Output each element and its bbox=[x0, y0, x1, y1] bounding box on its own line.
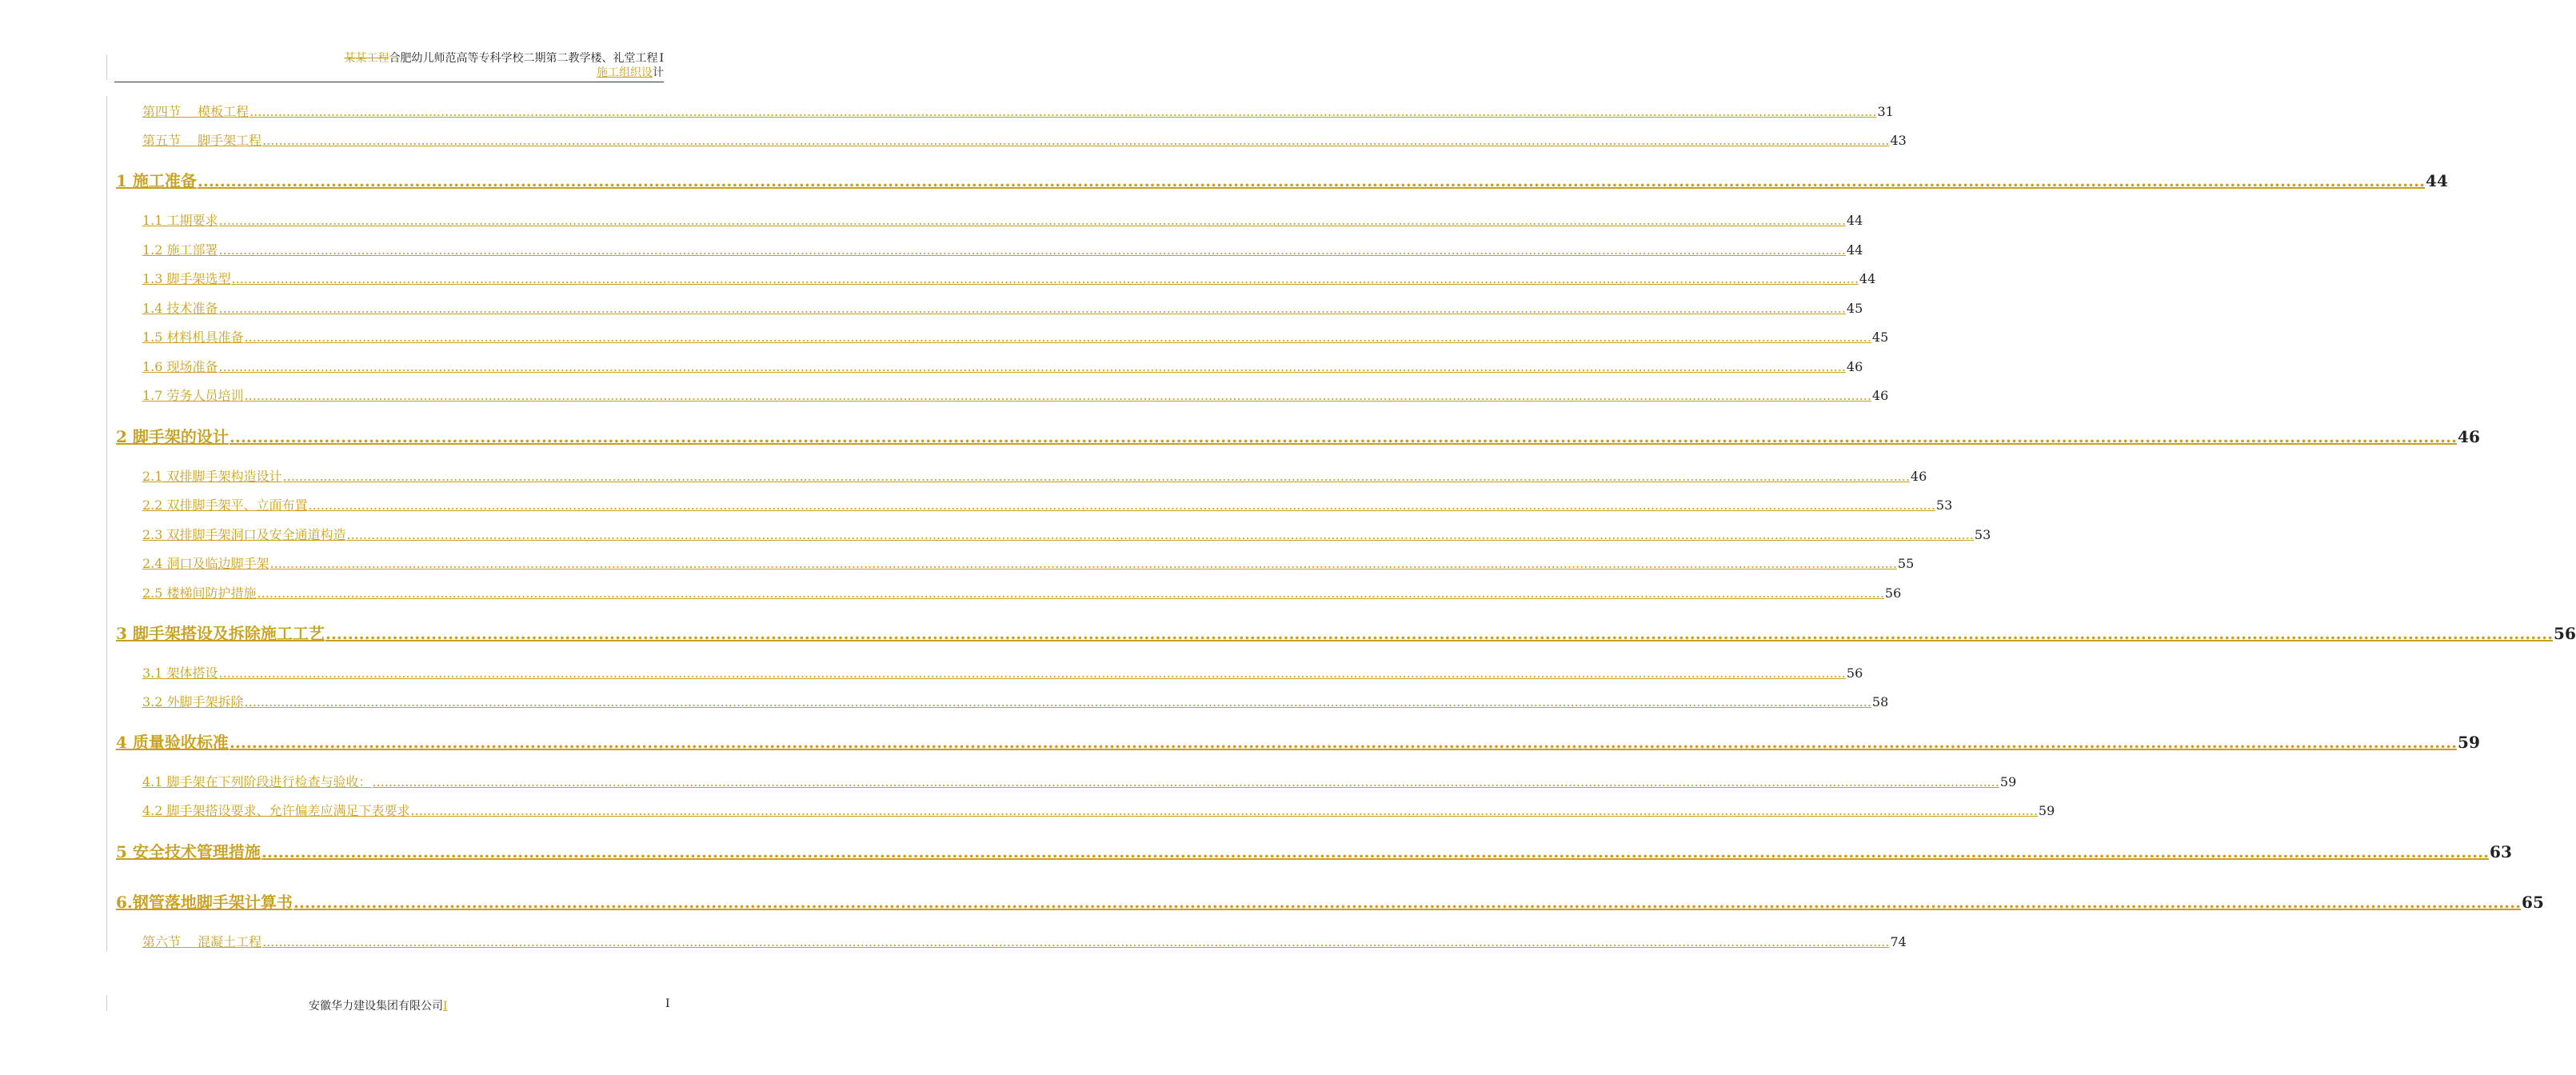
toc-section-entry[interactable] bbox=[142, 692, 1889, 710]
toc-entry-page: 45 bbox=[1871, 330, 1889, 345]
margin-mark-bottom-left bbox=[106, 995, 107, 1011]
toc-entry-title[interactable]: 2.5 楼梯间防护措施 bbox=[142, 585, 257, 601]
header-title-line bbox=[114, 51, 664, 66]
toc-entry-page: 31 bbox=[1877, 104, 1894, 119]
toc-section-entry[interactable] bbox=[142, 130, 1907, 149]
toc-section-entry[interactable] bbox=[142, 102, 1894, 120]
header-subtitle-tail: 计 bbox=[653, 66, 664, 79]
footer-company bbox=[309, 997, 448, 1013]
toc-dot-leader: ................................................................................................................................................................................................................................................................................................................................................................................................................ bbox=[229, 427, 2458, 446]
toc-entry-page: 45 bbox=[1846, 301, 1863, 316]
toc-section-entry[interactable] bbox=[142, 495, 1953, 514]
toc-entry-title[interactable]: 5 安全技术管理措施 bbox=[116, 842, 261, 861]
toc-entry-title[interactable]: 1.7 劳务人员培训 bbox=[142, 388, 244, 403]
toc-entry-title[interactable]: 2.3 双排脚手架洞口及安全通道构造 bbox=[142, 527, 346, 542]
footer-cursor-mark: I bbox=[443, 1000, 448, 1013]
toc-entry-title[interactable]: 1.5 材料机具准备 bbox=[142, 330, 244, 345]
toc-entry-title[interactable]: 3.2 外脚手架拆除 bbox=[142, 694, 244, 709]
toc-dot-leader: ................................................................................................................................................................................................................................................................................................................................................................................................................ bbox=[262, 133, 1890, 148]
toc-dot-leader: ................................................................................................................................................................................................................................................................................................................................................................................................................ bbox=[270, 556, 1897, 571]
toc-entry-title[interactable]: 1.1 工期要求 bbox=[142, 213, 218, 228]
toc-entry-page: 65 bbox=[2522, 893, 2544, 912]
toc-entry-page: 55 bbox=[1897, 556, 1915, 571]
toc-dot-leader: ................................................................................................................................................................................................................................................................................................................................................................................................................ bbox=[262, 934, 1890, 949]
header-cursor-mark: I bbox=[659, 52, 664, 65]
toc-entry-title[interactable]: 第六节 混凝土工程 bbox=[142, 934, 262, 949]
toc-dot-leader: ................................................................................................................................................................................................................................................................................................................................................................................................................ bbox=[218, 242, 1846, 258]
toc-section-entry[interactable] bbox=[142, 386, 1889, 404]
toc-dot-leader: ................................................................................................................................................................................................................................................................................................................................................................................................................ bbox=[244, 330, 1871, 345]
toc-entry-title[interactable]: 第五节 脚手架工程 bbox=[142, 133, 262, 148]
toc-entry-page: 59 bbox=[2038, 803, 2055, 818]
toc-section-entry[interactable] bbox=[142, 466, 1927, 485]
toc-dot-leader: ................................................................................................................................................................................................................................................................................................................................................................................................................ bbox=[346, 527, 1974, 542]
header-subtitle-link[interactable]: 施工组织设 bbox=[597, 66, 653, 79]
toc-dot-leader: ................................................................................................................................................................................................................................................................................................................................................................................................................ bbox=[282, 469, 1910, 484]
toc-entry-page: 46 bbox=[2458, 427, 2480, 446]
toc-entry-title[interactable]: 4 质量验收标准 bbox=[116, 733, 229, 752]
margin-mark-top-left bbox=[106, 54, 107, 80]
toc-dot-leader: ................................................................................................................................................................................................................................................................................................................................................................................................................ bbox=[218, 359, 1846, 374]
page-header bbox=[114, 51, 664, 80]
toc-entry-page: 53 bbox=[1935, 498, 1953, 513]
toc-dot-leader: ................................................................................................................................................................................................................................................................................................................................................................................................................ bbox=[229, 733, 2458, 752]
toc-entry-page: 56 bbox=[1884, 585, 1902, 601]
toc-dot-leader: ................................................................................................................................................................................................................................................................................................................................................................................................................ bbox=[197, 171, 2426, 190]
toc-chapter-entry[interactable] bbox=[116, 424, 2480, 447]
toc-dot-leader: ................................................................................................................................................................................................................................................................................................................................................................................................................ bbox=[293, 893, 2522, 912]
toc-entry-page: 56 bbox=[1846, 665, 1863, 681]
toc-chapter-entry[interactable] bbox=[116, 839, 2512, 862]
toc-entry-title[interactable]: 2 脚手架的设计 bbox=[116, 427, 229, 446]
header-subtitle-line bbox=[114, 66, 664, 80]
toc-entry-page: 44 bbox=[1846, 242, 1863, 258]
toc-dot-leader: ................................................................................................................................................................................................................................................................................................................................................................................................................ bbox=[231, 271, 1859, 286]
toc-section-entry[interactable] bbox=[142, 240, 1863, 258]
toc-entry-title[interactable]: 2.1 双排脚手架构造设计 bbox=[142, 469, 282, 484]
header-title: 合肥幼儿师范高等专科学校二期第二教学楼、礼堂工程 bbox=[389, 52, 658, 65]
toc-section-entry[interactable] bbox=[142, 525, 1991, 543]
toc-entry-page: 46 bbox=[1871, 388, 1889, 403]
toc-dot-leader: ................................................................................................................................................................................................................................................................................................................................................................................................................ bbox=[308, 498, 1935, 513]
toc-entry-page: 63 bbox=[2490, 842, 2512, 861]
toc-entry-title[interactable]: 1.2 施工部署 bbox=[142, 242, 218, 258]
toc-section-entry[interactable] bbox=[142, 553, 1915, 572]
toc-entry-page: 74 bbox=[1890, 934, 1907, 949]
toc-section-entry[interactable] bbox=[142, 327, 1889, 346]
toc-entry-title[interactable]: 1.6 现场准备 bbox=[142, 359, 218, 374]
toc-entry-page: 56 bbox=[2554, 624, 2576, 643]
toc-entry-page: 59 bbox=[1999, 774, 2017, 789]
toc-entry-title[interactable]: 3 脚手架搭设及拆除施工工艺 bbox=[116, 624, 325, 643]
header-deleted-text: 某某工程 bbox=[344, 52, 389, 65]
toc-entry-title[interactable]: 2.4 洞口及临边脚手架 bbox=[142, 556, 270, 571]
toc-chapter-entry[interactable] bbox=[116, 621, 2576, 644]
toc-entry-title[interactable]: 1 施工准备 bbox=[116, 171, 197, 190]
footer-company-name: 安徽华力建设集团有限公司 bbox=[309, 1000, 443, 1013]
toc-entry-title[interactable]: 3.1 架体搭设 bbox=[142, 665, 218, 681]
toc-entry-page: 46 bbox=[1910, 469, 1927, 484]
toc-entry-page: 58 bbox=[1871, 694, 1889, 709]
toc-section-entry[interactable] bbox=[142, 663, 1863, 681]
toc-section-entry[interactable] bbox=[142, 210, 1863, 229]
toc-dot-leader: ................................................................................................................................................................................................................................................................................................................................................................................................................ bbox=[218, 301, 1846, 316]
toc-entry-title[interactable]: 1.3 脚手架选型 bbox=[142, 271, 231, 286]
toc-entry-title[interactable]: 2.2 双排脚手架平、立面布置 bbox=[142, 498, 308, 513]
toc-section-entry[interactable] bbox=[142, 583, 1902, 601]
toc-dot-leader: ................................................................................................................................................................................................................................................................................................................................................................................................................ bbox=[250, 104, 1877, 119]
toc-dot-leader: ................................................................................................................................................................................................................................................................................................................................................................................................................ bbox=[218, 213, 1846, 228]
toc-entry-page: 53 bbox=[1974, 527, 1991, 542]
toc-entry-page: 44 bbox=[1846, 213, 1863, 228]
toc-entry-title[interactable]: 第四节 模板工程 bbox=[142, 104, 250, 119]
margin-mark-toc-left bbox=[106, 96, 107, 952]
toc-dot-leader: ................................................................................................................................................................................................................................................................................................................................................................................................................ bbox=[244, 388, 1871, 403]
toc-dot-leader: ................................................................................................................................................................................................................................................................................................................................................................................................................ bbox=[410, 803, 2038, 818]
toc-dot-leader: ................................................................................................................................................................................................................................................................................................................................................................................................................ bbox=[325, 624, 2554, 643]
footer-page-number: I bbox=[665, 997, 670, 1010]
toc-entry-page: 46 bbox=[1846, 359, 1863, 374]
toc-dot-leader: ................................................................................................................................................................................................................................................................................................................................................................................................................ bbox=[244, 694, 1871, 709]
toc-chapter-entry[interactable] bbox=[116, 729, 2480, 753]
toc-entry-page: 43 bbox=[1890, 133, 1907, 148]
toc-entry-title[interactable]: 6.钢管落地脚手架计算书 bbox=[116, 893, 293, 912]
toc-section-entry[interactable] bbox=[142, 932, 1907, 950]
toc-dot-leader: ................................................................................................................................................................................................................................................................................................................................................................................................................ bbox=[257, 585, 1884, 601]
toc-dot-leader: ................................................................................................................................................................................................................................................................................................................................................................................................................ bbox=[261, 842, 2490, 861]
toc-entry-title[interactable]: 4.1 脚手架在下列阶段进行检查与验收： bbox=[142, 774, 372, 789]
toc-chapter-entry[interactable] bbox=[116, 168, 2448, 191]
toc-section-entry[interactable] bbox=[142, 269, 1876, 287]
toc-section-entry[interactable] bbox=[142, 772, 2017, 790]
toc-entry-page: 44 bbox=[1859, 271, 1876, 286]
toc-section-entry[interactable] bbox=[142, 298, 1863, 317]
toc-chapter-entry[interactable] bbox=[116, 889, 2544, 913]
toc-entry-title[interactable]: 4.2 脚手架搭设要求、允许偏差应满足下表要求 bbox=[142, 803, 410, 818]
toc-section-entry[interactable] bbox=[142, 357, 1863, 375]
toc-entry-title[interactable]: 1.4 技术准备 bbox=[142, 301, 218, 316]
toc-section-entry[interactable] bbox=[142, 801, 2055, 819]
toc-entry-page: 44 bbox=[2426, 171, 2448, 190]
toc-dot-leader: ................................................................................................................................................................................................................................................................................................................................................................................................................ bbox=[218, 665, 1846, 681]
toc-entry-page: 59 bbox=[2458, 733, 2480, 752]
toc-dot-leader: ................................................................................................................................................................................................................................................................................................................................................................................................................ bbox=[372, 774, 1999, 789]
